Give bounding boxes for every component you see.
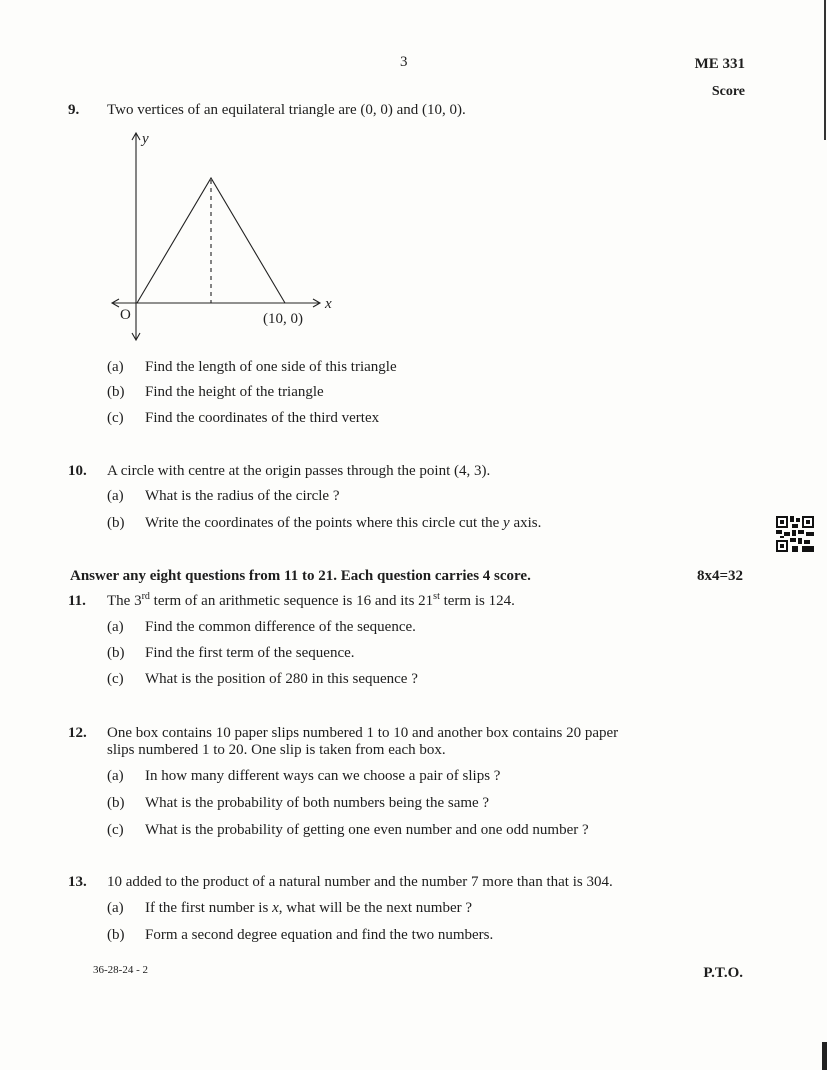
part-label: (a) [107, 488, 124, 504]
q11-text: The 3rd term of an arithmetic sequence is 16 and its 21st term is 124. [107, 591, 515, 609]
part-text: Write the coordinates of the points where this circle cut the y axis. [145, 515, 542, 531]
score-label: Score [711, 84, 745, 99]
part-label: (a) [107, 619, 124, 635]
triangle-figure [100, 125, 350, 350]
part-text: Find the coordinates of the third vertex [145, 410, 380, 426]
part-text: Find the common difference of the sequence. [145, 619, 416, 635]
part-text: What is the probability of getting one even number and one odd number ? [145, 822, 589, 838]
q13-text: 10 added to the product of a natural number and the number 7 more than that is 304. [107, 874, 613, 890]
x-axis-label: x [325, 296, 332, 312]
part-label: (b) [107, 384, 125, 400]
origin-label: O [120, 307, 131, 323]
q11-number: 11. [68, 593, 86, 609]
part-label: (a) [107, 768, 124, 784]
pto-label: P.T.O. [703, 965, 743, 981]
paper-code: ME 331 [694, 56, 745, 72]
page-number: 3 [400, 54, 408, 70]
scan-mark [822, 1042, 827, 1070]
vertex-label: (10, 0) [263, 311, 303, 327]
q12-number: 12. [68, 725, 87, 741]
q12-text-line1: One box contains 10 paper slips numbered 1 to 10 and another box contains 20 paper [107, 725, 619, 741]
q9-number: 9. [68, 102, 80, 118]
qr-code [776, 516, 814, 552]
y-axis-label: y [142, 131, 149, 147]
q13-number: 13. [68, 874, 87, 890]
part-label: (a) [107, 359, 124, 375]
part-label: (b) [107, 927, 125, 943]
section-marks: 8x4=32 [696, 568, 743, 584]
part-text: Find the length of one side of this triangle [145, 359, 397, 375]
scan-edge [824, 0, 826, 140]
part-text: In how many different ways can we choose a pair of slips ? [145, 768, 501, 784]
part-label: (b) [107, 515, 125, 531]
part-label: (c) [107, 410, 124, 426]
part-text: Find the first term of the sequence. [145, 645, 355, 661]
part-label: (a) [107, 900, 124, 916]
part-label: (c) [107, 822, 124, 838]
part-label: (b) [107, 645, 125, 661]
q9-text: Two vertices of an equilateral triangle are (0, 0) and (10, 0). [107, 102, 466, 118]
q10-number: 10. [68, 463, 87, 479]
part-text: What is the position of 280 in this sequence ? [145, 671, 418, 687]
part-text: What is the radius of the circle ? [145, 488, 340, 504]
footer-code: 36-28-24 - 2 [93, 964, 148, 976]
part-text: If the first number is x, what will be the next number ? [145, 900, 473, 916]
part-label: (c) [107, 671, 124, 687]
part-text: Find the height of the triangle [145, 384, 324, 400]
part-label: (b) [107, 795, 125, 811]
q12-text-line2: slips numbered 1 to 20. One slip is taken from each box. [107, 742, 446, 758]
part-text: What is the probability of both numbers being the same ? [145, 795, 490, 811]
part-text: Form a second degree equation and find the two numbers. [145, 927, 494, 943]
q10-text: A circle with centre at the origin passes through the point (4, 3). [107, 463, 491, 479]
section-instruction: Answer any eight questions from 11 to 21. Each question carries 4 score. [70, 568, 531, 584]
